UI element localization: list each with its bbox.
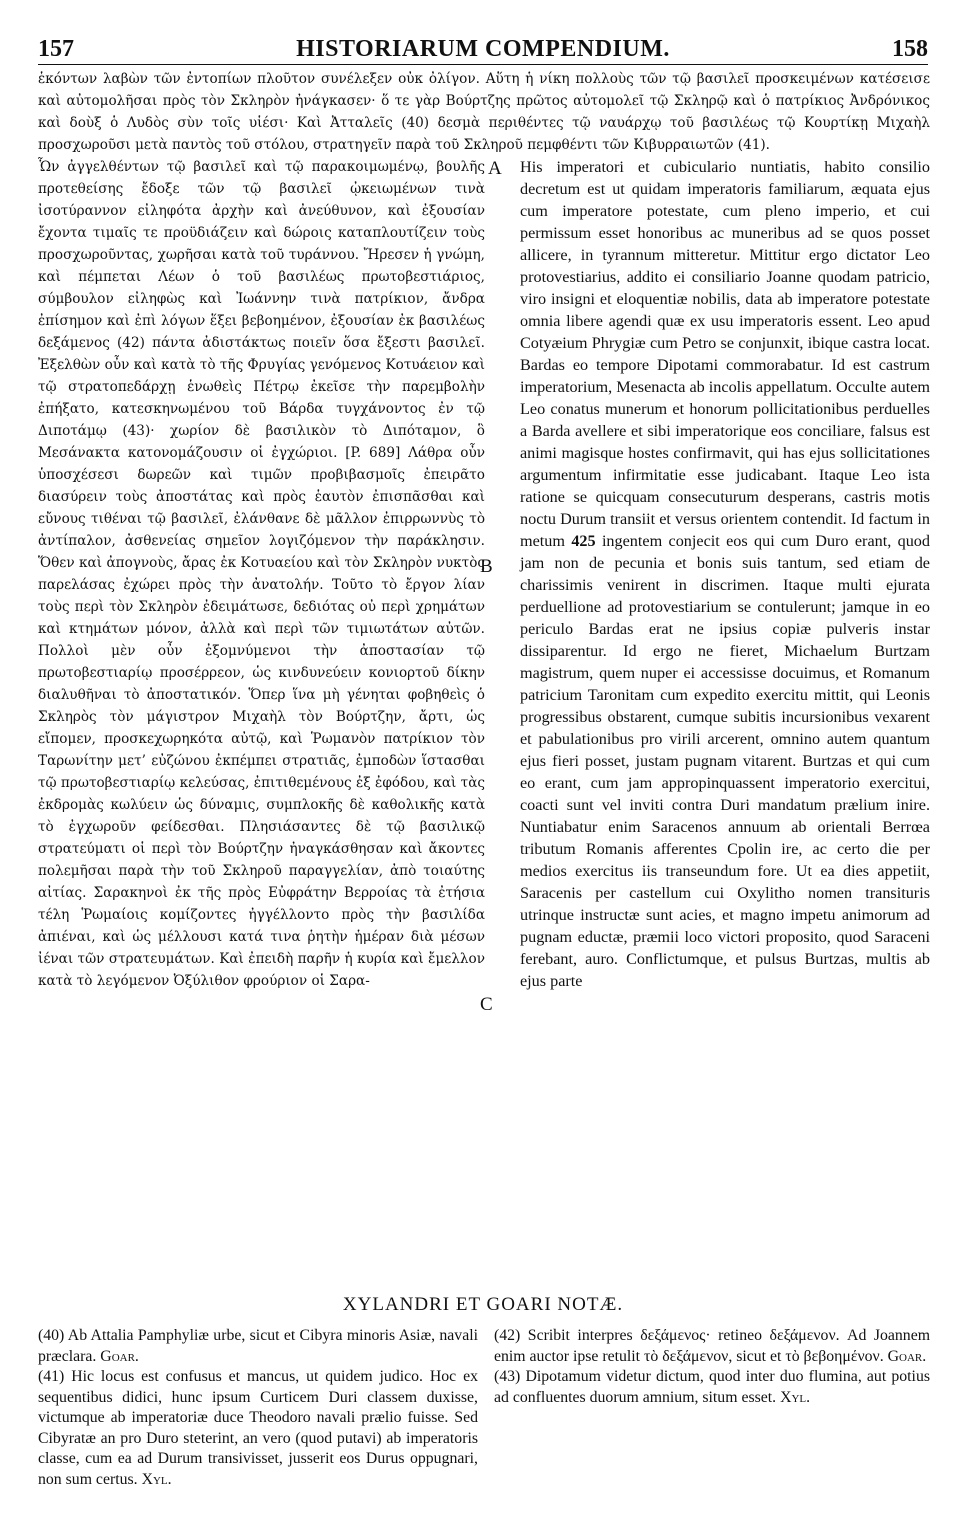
right-page-number: 158 [892,36,928,62]
latin-column [520,156,930,992]
note-40 [38,1326,478,1367]
greek-column-text: Ὧν ἀγγελθέντων τῷ βασιλεῖ καὶ τῷ παρακοιμωμένῳ, βουλῆς προτεθείσης ἔδοξε τῶν τῷ βασιλεῖ ᾠκειωμένων τινὰ ἰσοτύραννον εἰληφότα ἀρχὴν καὶ ἀνεύθυνον, καὶ ἐξουσίαν ἔχοντα τιμαῖς τε προϋδιάζειν καὶ δώροις καταπλουτίζειν τοὺς προσχωροῦντας, χωρῆσαι κατὰ τοῦ τυράννου. Ἤρεσεν ἡ γνώμη, καὶ πέμπεται Λέων ὁ τοῦ βασιλέως πρωτοβεστιάριος, σύμβουλον εἰληφὼς καὶ Ἰωάννην τινὰ πατρίκιον, ἄνδρα ἐπίσημον καὶ ἐπὶ λόγων ἕξει βεβοημένον, ἐξουσίαν ἐκ βασιλέως δεξάμενος (42) πάντα ἀδιστάκτως ποιεῖν ὅσα ἔξεστι βασιλεῖ. Ἐξελθὼν οὖν καὶ κατὰ τὸ τῆς Φρυγίας γενόμενος Κοτυάειον καὶ τῷ στρατοπεδάρχῃ ἑνωθεὶς Πέτρῳ ἐκεῖσε τὴν παρεμβολὴν ἐπήξατο, κατεσκηνωμένου τοῦ Βάρδα τυγχάνοντος ἐν τῷ Διποτάμῳ (43)· χωρίον δὲ βασιλικὸν τὸ Διπόταμον, ὃ Μεσάνακτα κατονομάζουσιν οἱ ἐγχώριοι. [P. 689] Λάθρα οὖν ὑποσχέσεσι δωρεῶν καὶ τιμῶν προβιβασμοῖς ἐπειρᾶτο διασύρειν τοὺς ἀποστάτας καὶ πρὸς ἑαυτὸν ἐπισπᾶσθαι καὶ εὔνους τιθέναι τῷ βασιλεῖ, ἐλάνθανε δὲ μᾶλλον ἐπιρρωννὺς τὸ ἀντίπαλον, ἀσθενείας σημεῖον λογιζόμενον τὴν παράκλησιν. Ὅθεν καὶ ἀπογνοὺς, ἄρας ἐκ Κοτυαείου καὶ τὸν Σκληρὸν νυκτὸς παρελάσας ἐχώρει πρὸς τὴν ἀνατολήν. Τοῦτο τὸ ἔργον λίαν τοὺς περὶ τὸν Σκληρὸν ἐδειμάτωσε, δεδιότας οὐ περὶ χρημάτων καὶ κτημάτων μόνον, ἀλλὰ καὶ περὶ τῶν τιμιωτάτων αὐτῶν. Πολλοὶ μὲν οὖν ἐξομνύμενοι τὴν ἀποστασίαν τῷ πρωτοβεστιαρίῳ προσέρρεον, ὡς κινδυνεύειν κονιορτοῦ δίκην διαλυθῆναι τὸ ἀποστατικόν. Ὅπερ ἵνα μὴ γένηται φοβηθεὶς ὁ Σκληρὸς τὸν μάγιστρον Μιχαὴλ τὸν Βούρτζην, ἄρτι, ὡς εἴπομεν, προσκεχωρηκότα αὐτῷ, καὶ Ῥωμανὸν πατρίκιον τὸν Ταρωνίτην μετ’ εὐζώνου ἐκπέμπει στρατιᾶς, ἐμποδὼν ἵστασθαι τῷ πρωτοβεστιαρίῳ κελεύσας, ἐπιτιθεμένους ἐξ ἐφόδου, καὶ τὰς ἐκδρομὰς κωλύειν ὡς δύναμις, συμπλοκῆς δὲ καθολικῆς κατὰ τὸ ἐγχωροῦν φείδεσθαι. Πλησιάσαντες δὲ τῷ βασιλικῷ στρατεύματι οἱ περὶ τὸν Βούρτζην ἠναγκάσθησαν καὶ ἄκοντες πολεμῆσαι παρὰ τὴν τοῦ Σκληροῦ παραγγελίαν, ἀπὸ τοιαύτης αἰτίας. Σαρακηνοὶ ἐκ τῆς πρὸς Εὐφράτην Βερροίας τὰ ἐτήσια τέλη Ῥωμαίοις κομίζοντες ἠγγέλλοντο πρὸς τὴν βασιλίδα ἀπιέναι, καὶ ὡς μέλλουσι κατά τινα ῥητὴν ἡμέραν διὰ μέσων ἰέναι τῶν στρατευμάτων. Καὶ ἐπειδὴ παρῆν ἡ κυρία καὶ ἔμελλον κατὰ τὸ λεγόμενον Ὀξύλιθον φρούριον οἱ Σαρα- [38,159,485,989]
notes-left-column [38,1326,478,1490]
latin-text-part-2: ingentem conjecit eos qui cum Duro erant, quod jam non de pecunia et bonis suis tantum, sed etiam de charissimis venirent in discrimen. Itaque multi ejurata perduellione ad protovestiarium se contulerunt; jamque in eo periculo Bardas erat ne ipsius copiæ pulveris instar dissiparentur. Id ergo ne fieret, Michaelum Burtzam magistrum, quem nuper ei accessisse docuimus, et Romanum patricium Taronitam cum expedito exercitu mittit, qui Leonis progressibus obstarent, cumque subitis incursionibus vexarent et pabulationibus pro virili arcerent, omnino autem quantum ejus fieri posset, justam pugnam vitarent. Burtzas et qui cum eo erant, cum jam appropinquassent imperatorio exercitui, coacti sunt vel inviti contra Duri mandatum prælium inire. Nuntiabatur enim Saracenos annuum ab orientali Berrœa tributum Romanis afferentes Cpolin ire, ac certo die per medios exercitus iis transeundum fore. Ut ea dies appetiit, Saracenis per castellum cui Oxylitho nomen transituris utrinque instructæ sunt acies, et magno impetu animorum ad pugnam eductæ, præmii loco victori proposito, quod Saraceni ferebant, auro. Conflictumque, et pulsus Burtzas, multis ab ejus parte [520,532,930,990]
greek-full-width-paragraph [38,68,930,156]
margin-letter-a: A [488,158,502,179]
note-43-author: Xyl. [780,1388,811,1406]
running-title: HISTORIARUM COMPENDIUM. [296,36,670,62]
margin-letter-b: B [480,556,493,577]
note-40-author: Goar. [100,1347,139,1365]
note-42 [494,1326,930,1367]
latin-margin-page-number: 425 [571,532,596,550]
notes-heading: XYLANDRI ET GOARI NOTÆ. [342,1294,624,1315]
note-41 [38,1367,478,1490]
note-41-author: Xyl. [141,1470,172,1488]
note-41-text: (41) Hic locus est confusus et mancus, ut quidem judico. Hoc ex sequentibus didici, hunc ipsum Curticem Duri classem duxisse, victumque ab imperatoriæ duce Theodoro navali prælio fuisse. Sed Cibyratæ an pro Duro steterint, an vero (quod putavi) ab imperatoris classe, cum ea ad Durum transivisset, jusserit eos Durus oppugnari, non sum certus. [38,1368,478,1488]
greek-column [38,156,485,992]
left-page-number: 157 [38,36,74,62]
greek-opening-text: ἑκόντων λαβὼν τῶν ἐντοπίων πλοῦτον συνέλεξεν οὐκ ὀλίγον. Αὕτη ἡ νίκη πολλοὺς τῶν τῷ βασιλεῖ προσκειμένων κατέσεισε καὶ αὐτομολῆσαι πρὸς τὸν Σκληρὸν ἠνάγκασεν· ὅ τε γὰρ Βούρτζης πρῶτος αὐτομολεῖ τῷ Σκληρῷ καὶ ὁ πατρίκιος Ἀνδρόνικος καὶ δοὺξ ὁ Λυδὸς σὺν τοῖς υἱέσι· Καὶ Ἀτταλεῖς (40) δεσμὰ περιθέντες τῷ ναυάρχῳ τοῦ βασιλέως τῷ Κουρτίκῃ Μιχαὴλ προσχωροῦσι μετὰ παντὸς τοῦ στόλου, στρατηγεῖν παρὰ τοῦ Σκληροῦ πεμφθέντι τῶν Κιβυρραιωτῶν (41). [38,71,930,153]
note-43-text: (43) Dipotamum videtur dictum, quod inter duo flumina, aut potius ad confluentes duorum amnium, situm esset. [494,1368,930,1406]
note-42-text: (42) Scribit interpres δεξάμενος· retineo δεξάμενον. Ad Joannem enim auctor ipse retulit τὸ δεξάμενον, sicut et τὸ βεβοημένον. [494,1327,930,1365]
latin-text-part-1: His imperatori et cubiculario nuntiatis, habito consilio decretum est ut quidam imperatoris familiarum, æquata ejus cum imperatore potestate, cum pleno imperio, et cui permissum esset honoribus ac muneribus ad se quos posset allicere, in tyrannum mitteretur. Mittitur ergo dictator Leo protovestiarius, addito ei consiliario Joanne quodam patricio, viro insigni et eloquentiæ nobilis, data ab imperatore potestate omnia libere agendi quæ ex usu imperatoris essent. Leo apud Cotyæium Phrygiæ cum Petro se conjunxit, ibique castra locat. Bardas eo tempore Dipotami commorabatur. Id est castrum imperatorium, Mesenacta ab incolis appellatum. Occulte autem Leo conatus munerum et honorum pollicitationibus perduelles a Barda avellere et sibi imperatorique eos conciliare, falsus est animi magisque hostes confirmavit, qui has ejus sollicitationes argumentum infirmitatie esse judicabant. Itaque Leo ista ratione se quicquam consecuturum desperans, castris motis noctu Durum transiit et versus orientem contendit. Id factum in metum [520,158,930,550]
latin-column-text [520,156,930,992]
note-43 [494,1367,930,1408]
running-header [38,34,928,65]
note-42-author: Goar. [887,1347,927,1365]
note-40-text: (40) Ab Attalia Pamphyliæ urbe, sicut et Cibyra minoris Asiæ, navali præclara. [38,1327,478,1365]
margin-letter-c: C [480,994,493,1015]
notes-right-column [494,1326,930,1408]
